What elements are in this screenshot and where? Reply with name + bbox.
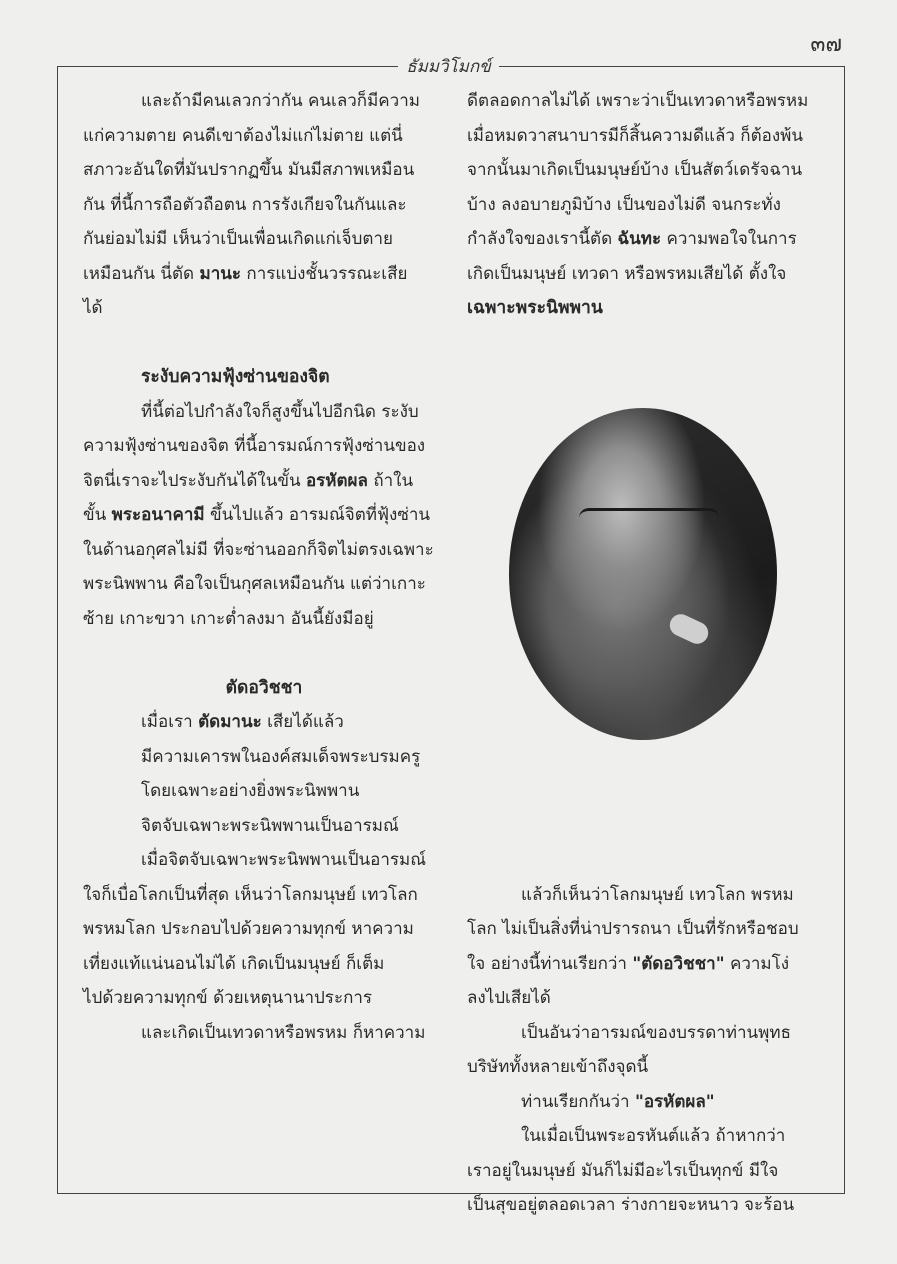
text-line: เกิดเป็นมนุษย์ เทวดา หรือพรหมเสียได้ ตั้งใจ bbox=[467, 263, 787, 284]
text-run: กำลังใจของเรานี้ตัด bbox=[467, 229, 618, 249]
bold-term: "ตัดอวิชชา" bbox=[632, 953, 725, 974]
text-line: เราอยู่ในมนุษย์ มันก็ไม่มีอะไรเป็นทุกข์ มีใจ bbox=[467, 1160, 779, 1181]
text-line: กันย่อมไม่มี เห็นว่าเป็นเพื่อนเกิดแก่เจ็บตาย bbox=[83, 229, 393, 249]
bold-term: ตัดมานะ bbox=[198, 712, 262, 732]
text-line: พระนิพพาน คือใจเป็นกุศลเหมือนกัน แต่ว่าเกาะ bbox=[83, 574, 426, 594]
text-run: ขั้น bbox=[83, 505, 112, 525]
text-line: เฉพาะพระนิพพาน bbox=[467, 298, 603, 318]
running-header bbox=[0, 53, 897, 80]
text-run: เหมือนกัน นี่ตัด bbox=[83, 263, 200, 284]
text-line: แล้วก็เห็นว่าโลกมนุษย์ เทวโลก พรหม bbox=[521, 884, 794, 905]
text-run: ถ้าใน bbox=[367, 470, 414, 491]
bold-term: ฉันทะ bbox=[617, 229, 662, 249]
text-run: ความโง่ bbox=[724, 953, 790, 974]
text-line: โลก ไม่เป็นสิ่งที่น่าปรารถนา เป็นที่รักหรือชอบ bbox=[467, 919, 799, 939]
monk-portrait-photo bbox=[509, 408, 777, 740]
text-run: ความพอใจในการ bbox=[661, 229, 797, 249]
text-line: เมื่อจิตจับเฉพาะพระนิพพานเป็นอารมณ์ bbox=[141, 850, 427, 870]
text-line: จิตจับเฉพาะพระนิพพานเป็นอารมณ์ bbox=[141, 815, 399, 836]
text-line: ซ้าย เกาะขวา เกาะต่ำลงมา อันนี้ยังมีอยู่ bbox=[83, 608, 374, 629]
section-heading: ตัดอวิชชา bbox=[225, 677, 303, 698]
text-run: จิตนี่เราจะไประงับกันได้ในขั้น bbox=[83, 470, 306, 491]
text-line: ในเมื่อเป็นพระอรหันต์แล้ว ถ้าหากว่า bbox=[521, 1126, 786, 1146]
text-line: กัน ที่นี้การถือตัวถือตน การรังเกียจในกันและ bbox=[83, 194, 407, 215]
bold-term: อรหัตผล bbox=[305, 470, 368, 491]
text-line: พรหมโลก ประกอบไปด้วยความทุกข์ หาความ bbox=[83, 919, 414, 939]
bold-term: มานะ bbox=[199, 263, 241, 284]
text-line bbox=[83, 705, 445, 740]
text-line bbox=[467, 947, 829, 982]
text-line: และถ้ามีคนเลวกว่ากัน คนเลวก็มีความ bbox=[141, 91, 420, 111]
page-number: ๓๗ bbox=[810, 32, 842, 57]
text-line: มีความเคารพในองค์สมเด็จพระบรมครู bbox=[141, 746, 421, 767]
text-line: ที่นี้ต่อไปกำลังใจก็สูงขึ้นไปอีกนิด ระงับ bbox=[141, 401, 419, 422]
text-line bbox=[467, 1085, 829, 1120]
text-line: จากนั้นมาเกิดเป็นมนุษย์บ้าง เป็นสัตว์เดรัจฉาน bbox=[467, 160, 803, 180]
text-line: เป็นสุขอยู่ตลอดเวลา ร่างกายจะหนาว จะร้อน bbox=[467, 1195, 795, 1215]
text-line: ใจก็เบื่อโลกเป็นที่สุด เห็นว่าโลกมนุษย์ เทวโลก bbox=[83, 884, 418, 905]
text-line: ดีตลอดกาลไม่ได้ เพราะว่าเป็นเทวดาหรือพรหม bbox=[467, 91, 809, 111]
text-line: ได้ bbox=[83, 298, 103, 318]
text-run: ท่านเรียกกันว่า bbox=[521, 1091, 635, 1112]
text-line: ในด้านอกุศลไม่มี ที่จะซ่านออกก็จิตไม่ตรงเฉพาะ bbox=[83, 539, 434, 560]
text-line: เที่ยงแท้แน่นอนไม่ได้ เกิดเป็นมนุษย์ ก็เต็ม bbox=[83, 953, 385, 974]
text-line: บริษัททั้งหลายเข้าถึงจุดนี้ bbox=[467, 1057, 649, 1077]
section-heading: ระงับความฟุ้งซ่านของจิต bbox=[141, 367, 330, 387]
glasses-shape bbox=[579, 508, 719, 547]
text-line bbox=[83, 257, 445, 292]
bold-term: "อรหัตผล" bbox=[634, 1091, 715, 1112]
text-line: แก่ความตาย คนดีเขาต้องไม่แก่ไม่ตาย แต่นี่ bbox=[83, 125, 403, 146]
text-line: ความฟุ้งซ่านของจิต ที่นี้อารมณ์การฟุ้งซ่านของ bbox=[83, 436, 426, 456]
bold-term: พระอนาคามี bbox=[111, 505, 205, 525]
text-line bbox=[467, 222, 829, 257]
text-run: เสียได้แล้ว bbox=[261, 712, 344, 732]
text-line: เมื่อหมดวาสนาบารมีก็สิ้นความดีแล้ว ก็ต้องพ้น bbox=[467, 125, 803, 146]
text-line bbox=[83, 498, 445, 533]
left-column bbox=[83, 84, 445, 1050]
text-line: สภาวะอันใดที่มันปรากฏขึ้น มันมีสภาพเหมือน bbox=[83, 160, 415, 180]
text-line: โดยเฉพาะอย่างยิ่งพระนิพพาน bbox=[141, 781, 360, 801]
text-run: เมื่อเรา bbox=[141, 712, 199, 732]
text-run: ขึ้นไปแล้ว อารมณ์จิตที่ฟุ้งซ่าน bbox=[204, 505, 431, 525]
text-line: ไปด้วยความทุกข์ ด้วยเหตุนานาประการ bbox=[83, 988, 373, 1008]
running-header-title: ธัมมวิโมกข์ bbox=[398, 57, 499, 77]
text-line: บ้าง ลงอบายภูมิบ้าง เป็นของไม่ดี จนกระทั่ง bbox=[467, 194, 781, 215]
text-line: และเกิดเป็นเทวดาหรือพรหม ก็หาความ bbox=[141, 1022, 426, 1043]
text-line: เป็นอันว่าอารมณ์ของบรรดาท่านพุทธ bbox=[521, 1022, 791, 1043]
text-run: ใจ อย่างนี้ท่านเรียกว่า bbox=[467, 953, 633, 974]
microphone-shape bbox=[666, 611, 712, 648]
text-line bbox=[83, 464, 445, 499]
text-run: การแบ่งชั้นวรรณะเสีย bbox=[241, 263, 408, 284]
text-line: ลงไปเสียได้ bbox=[467, 988, 551, 1008]
